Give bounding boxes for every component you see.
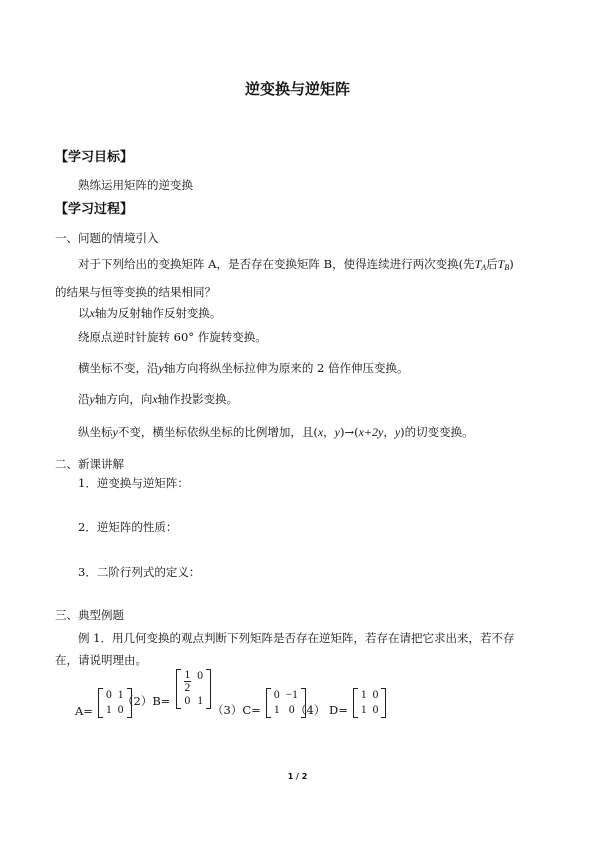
goal-heading: 【学习目标】 [55,150,134,165]
matrix-A-label: A= [75,704,93,718]
case-reflection: 以x轴为反射轴作反射变换。 [78,306,222,320]
case-shear: 纵坐标y不变，横坐标依纵坐标的比例增加，且(x，y)→(x+2y，y)的切变变换。 [78,425,474,439]
page-title: 逆变换与逆矩阵 [244,80,350,98]
section3-heading: 三、典型例题 [55,608,124,622]
goal-text: 熟练运用矩阵的逆变换 [78,178,193,192]
section2-heading: 二、新课讲解 [55,457,124,471]
matrix-C: 0 −1 1 0 [266,688,306,718]
matrix-D-label: （4） D= [295,703,348,717]
matrix-C-group [212,688,306,718]
example1-line-2: 在，请说明理由。 [55,653,147,667]
matrix-A: 0 1 1 0 [98,688,132,718]
topic-determinant: 3．二阶行列式的定义： [78,565,201,579]
page-number: 1 / 2 [287,772,308,781]
intro-close: ) [509,257,514,271]
case-projection: 沿y轴方向，向x轴作投影变换。 [78,392,239,406]
topic-properties: 2．逆矩阵的性质： [78,520,178,534]
intro-mid: 后 [486,257,498,271]
case-rotation: 绕原点逆时针旋转 60° 作旋转变换。 [78,330,267,344]
matrix-D-group [295,688,386,718]
example1-line-1: 例 1．用几何变换的观点判断下列矩阵是否存在逆矩阵，若存在请把它求出来，若不存 [78,631,515,645]
section1-heading: 一、问题的情境引入 [55,231,159,245]
math-T-A: $T_A$ [474,257,487,272]
case-stretch: 横坐标不变，沿y轴方向将纵坐标拉伸为原来的 2 倍作伸压变换。 [78,361,409,375]
matrix-B-group [122,669,211,709]
matrix-C-label: （3）C= [212,703,261,717]
matrix-B-label: （2）B= [122,694,171,708]
matrix-B: $\frac{1}{2}$ 0 0 1 [176,669,212,709]
matrix-D: 1 0 1 0 [353,688,387,718]
fraction-half: $\frac{1}{2}$ [184,669,191,694]
topic-inverse: 1．逆变换与逆矩阵： [78,476,189,490]
intro-line-2: 的结果与恒等变换的结果相同？ [55,285,216,299]
intro-text-a: 对于下列给出的变换矩阵 A，是否存在变换矩阵 B，使得连续进行两次变换(先 [78,257,475,271]
math-T-B: $T_B$ [497,257,510,272]
intro-line-1 [78,256,514,272]
process-heading: 【学习过程】 [55,202,134,217]
